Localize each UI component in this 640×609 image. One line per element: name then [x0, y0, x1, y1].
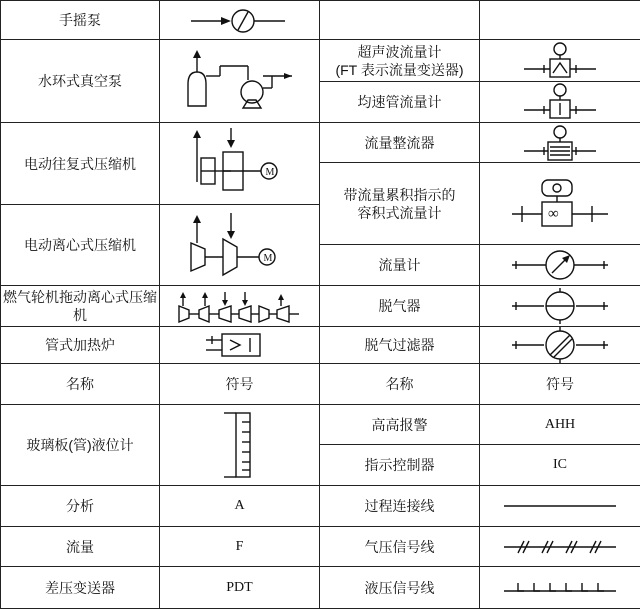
cell-centrifugal-compressor-symbol — [160, 205, 320, 286]
table-row — [1, 286, 640, 327]
table-row — [1, 486, 640, 527]
cell-gas-turbine-compressor-name: 燃气轮机拖动离心式压缩机 — [1, 286, 160, 327]
cell-ultrasonic-name — [320, 40, 480, 82]
table-row — [1, 567, 640, 609]
cell-recip-compressor-name: 电动往复式压缩机 — [1, 123, 160, 205]
ultrasonic-label-line2: (FT 表示流量变送器) — [320, 61, 479, 79]
hand-pump-icon — [185, 4, 295, 36]
header-symbol-right: 符号 — [480, 364, 640, 405]
flow-straightener-icon — [520, 125, 600, 161]
header-name-left: 名称 — [1, 364, 160, 405]
cell-degasser-name: 脱气器 — [320, 286, 480, 327]
totalizer-flowmeter-icon — [508, 172, 612, 236]
recip-compressor-icon — [185, 126, 295, 202]
table-row — [1, 527, 640, 567]
table-row — [1, 1, 640, 40]
cell-pneumatic-line-symbol — [480, 527, 640, 567]
degasser-icon — [508, 288, 612, 324]
cell-degasser-symbol — [480, 286, 640, 327]
cell-degas-filter-symbol — [480, 327, 640, 364]
totalizer-label-line2: 容积式流量计 — [320, 204, 479, 222]
cell-indicator-controller-name: 指示控制器 — [320, 445, 480, 486]
cell-level-gauge-name: 玻璃板(管)液位计 — [1, 405, 160, 486]
table-row — [1, 40, 640, 82]
degas-filter-icon — [508, 327, 612, 363]
cell-ultrasonic-symbol — [480, 40, 640, 82]
tube-heater-icon — [200, 330, 280, 360]
cell-flow-straightener-symbol — [480, 123, 640, 163]
svg-text:M: M — [265, 167, 274, 178]
header-name-right: 名称 — [320, 364, 480, 405]
averaging-pitot-icon — [520, 83, 600, 121]
cell-flowmeter-symbol — [480, 245, 640, 286]
cell-high-high-alarm-symbol: AHH — [480, 405, 640, 445]
centrifugal-compressor-icon — [185, 207, 295, 283]
cell-hydraulic-line-symbol — [480, 567, 640, 609]
cell-liquid-ring-pump-symbol — [160, 40, 320, 123]
cell-totalizer-name — [320, 163, 480, 245]
cell-gas-turbine-compressor-symbol — [160, 286, 320, 327]
cell-indicator-controller-symbol: IC — [480, 445, 640, 486]
cell-high-high-alarm-name: 高高报警 — [320, 405, 480, 445]
cell-tube-heater-symbol — [160, 327, 320, 364]
cell-process-line-name: 过程连接线 — [320, 486, 480, 527]
cell-empty-top-right-name — [320, 1, 480, 40]
cell-liquid-ring-pump-name: 水环式真空泵 — [1, 40, 160, 123]
cell-flow-symbol: F — [160, 527, 320, 567]
flowmeter-icon — [508, 247, 612, 283]
cell-hydraulic-line-name: 液压信号线 — [320, 567, 480, 609]
cell-tube-heater-name: 管式加热炉 — [1, 327, 160, 364]
cell-flowmeter-name: 流量计 — [320, 245, 480, 286]
cell-analysis-symbol: A — [160, 486, 320, 527]
cell-degas-filter-name: 脱气过滤器 — [320, 327, 480, 364]
liquid-ring-pump-icon — [180, 46, 300, 116]
gas-turbine-compressor-icon — [175, 288, 305, 324]
table-row — [1, 123, 640, 163]
header-symbol-left: 符号 — [160, 364, 320, 405]
cell-recip-compressor-symbol — [160, 123, 320, 205]
pneumatic-line-icon — [500, 539, 620, 555]
cell-dp-transmitter-symbol: PDT — [160, 567, 320, 609]
cell-totalizer-symbol — [480, 163, 640, 245]
cell-averaging-pitot-symbol — [480, 82, 640, 123]
cell-dp-transmitter-name: 差压变送器 — [1, 567, 160, 609]
cell-process-line-symbol — [480, 486, 640, 527]
hydraulic-line-icon — [500, 580, 620, 596]
ultrasonic-flowmeter-icon — [520, 41, 600, 81]
cell-empty-top-right-symbol — [480, 1, 640, 40]
cell-level-gauge-symbol — [160, 405, 320, 486]
cell-hand-pump-name: 手摇泵 — [1, 1, 160, 40]
level-gauge-icon — [210, 410, 270, 480]
cell-averaging-pitot-name: 均速管流量计 — [320, 82, 480, 123]
table-row — [1, 405, 640, 445]
cell-centrifugal-compressor-name: 电动离心式压缩机 — [1, 205, 160, 286]
cell-analysis-name: 分析 — [1, 486, 160, 527]
ultrasonic-label-line1: 超声波流量计 — [320, 43, 479, 61]
svg-text:M: M — [263, 253, 272, 264]
totalizer-label-line1: 带流量累积指示的 — [320, 186, 479, 204]
cell-flow-straightener-name: 流量整流器 — [320, 123, 480, 163]
process-line-icon — [500, 501, 620, 511]
svg-text:∞: ∞ — [548, 206, 559, 222]
cell-hand-pump-symbol — [160, 1, 320, 40]
table-row — [1, 364, 640, 405]
table-row — [1, 327, 640, 364]
cell-pneumatic-line-name: 气压信号线 — [320, 527, 480, 567]
cell-flow-name: 流量 — [1, 527, 160, 567]
